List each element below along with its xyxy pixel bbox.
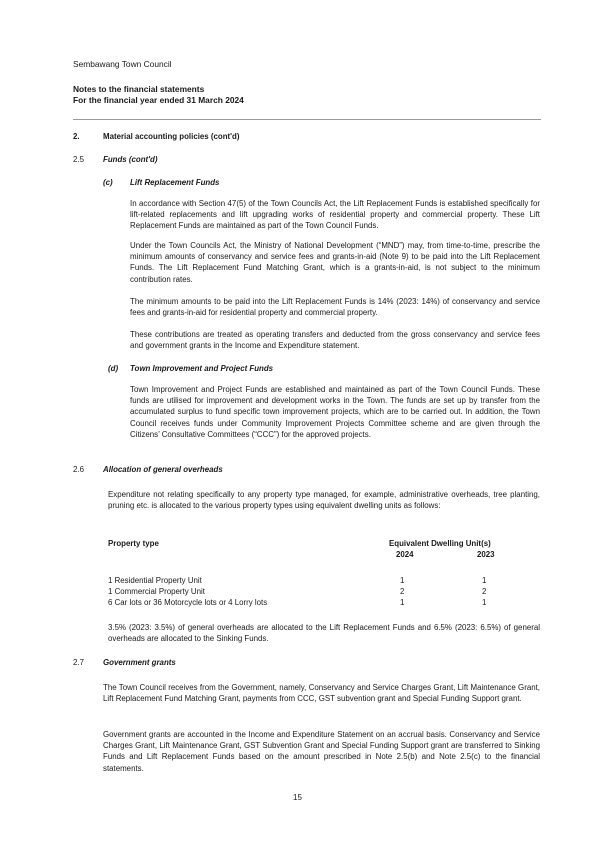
table-header-edu: Equivalent Dwelling Unit(s) bbox=[389, 539, 491, 548]
table-cell-2024: 1 bbox=[400, 576, 405, 585]
table-row bbox=[108, 586, 498, 597]
table-cell-property-type: 1 Commercial Property Unit bbox=[108, 587, 205, 596]
subsection-2-6-paragraph-1: Expenditure not relating specifically to any property type managed, for example, administrative overheads, tree planting, pruning etc. is allocated to the various property types using equivalent dwelling units as follows: bbox=[108, 490, 540, 511]
section-title: Material accounting policies (cont'd) bbox=[103, 132, 240, 141]
subsection-2-5-number: 2.5 bbox=[73, 155, 84, 164]
subsection-2-7-paragraph-1: The Town Council receives from the Government, namely, Conservancy and Service Charges Grant, Lift Maintenance Grant, Lift Replacement Fund Matching Grant, payments from CCC, GST subvention grant and Special Funding Support grant. bbox=[103, 683, 540, 704]
table-row bbox=[108, 575, 498, 586]
subsection-2-7-number: 2.7 bbox=[73, 658, 84, 667]
item-d-title: Town Improvement and Project Funds bbox=[130, 364, 274, 373]
item-d-label: (d) bbox=[108, 364, 119, 373]
table-row bbox=[108, 597, 498, 608]
header-divider bbox=[73, 119, 541, 120]
item-c-paragraph-1: In accordance with Section 47(5) of the Town Councils Act, the Lift Replacement Funds is established specifically for lift-related replacements and lift upgrading works of residential property and commercial property. These Lift Replacement Funds are maintained as part of the Town Council Funds. bbox=[130, 199, 540, 231]
header-period: For the financial year ended 31 March 2024 bbox=[73, 95, 244, 105]
table-header-year-2024: 2024 bbox=[396, 550, 414, 559]
subsection-2-6-number: 2.6 bbox=[73, 465, 84, 474]
table-cell-2023: 1 bbox=[482, 598, 487, 607]
table-header-property-type: Property type bbox=[108, 539, 159, 548]
item-d-paragraph-1: Town Improvement and Project Funds are established and maintained as part of the Town Council Funds. These funds are utilised for improvement and development works in the Town. The funds are set up by transfer from the accumulated surplus to fund specific town improvement projects, which are to be carried out. In addition, the Town Council receives funds under Community Improvement Projects Committee scheme and are given through the Citizens’ Consultative Committees (“CCC”) for the approved projects. bbox=[130, 385, 540, 439]
subsection-2-7-paragraph-2: Government grants are accounted in the Income and Expenditure Statement on an accrual basis. Conservancy and Service Charges Grant, Lift Maintenance Grant, GST Subvention Grant and Special Funding Support grant are transferred to Sinking Funds and Lift Replacement Funds based on the amount prescribed in Note 2.5(b) and Note 2.5(c) to the financial statements. bbox=[103, 730, 540, 773]
table-cell-property-type: 6 Car lots or 36 Motorcycle lots or 4 Lorry lots bbox=[108, 598, 268, 607]
subsection-2-7-title: Government grants bbox=[103, 658, 176, 667]
subsection-2-6-paragraph-2: 3.5% (2023: 3.5%) of general overheads are allocated to the Lift Replacement Funds and 6.5% (2023: 6.5%) of general overheads are allocated to the Sinking Funds. bbox=[108, 623, 540, 644]
subsection-2-6-title: Allocation of general overheads bbox=[103, 465, 223, 474]
item-c-title: Lift Replacement Funds bbox=[130, 178, 220, 187]
item-c-paragraph-3: The minimum amounts to be paid into the Lift Replacement Funds is 14% (2023: 14%) of conservancy and service fees and grants-in-aid for residential property and commercial property. bbox=[130, 297, 540, 318]
table-header-year-2023: 2023 bbox=[477, 550, 495, 559]
table-cell-2024: 2 bbox=[400, 587, 405, 596]
section-number: 2. bbox=[73, 132, 80, 141]
table-cell-2023: 2 bbox=[482, 587, 487, 596]
item-c-paragraph-4: These contributions are treated as operating transfers and deducted from the gross conservancy and service fees and government grants in the Income and Expenditure statement. bbox=[130, 330, 540, 351]
table-cell-property-type: 1 Residential Property Unit bbox=[108, 576, 202, 585]
item-c-paragraph-2: Under the Town Councils Act, the Ministry of National Development (“MND”) may, from time-to-time, prescribe the minimum amounts of conservancy and service fees and grants-in-aid (Note 9) to be paid into the Lift Replacement Funds. The Lift Replacement Fund Matching Grant, which is a grants-in-aid, is not subject to the minimum contribution rates. bbox=[130, 241, 540, 284]
org-name: Sembawang Town Council bbox=[73, 59, 172, 69]
table-cell-2024: 1 bbox=[400, 598, 405, 607]
subsection-2-5-title: Funds (cont'd) bbox=[103, 155, 158, 164]
table-cell-2023: 1 bbox=[482, 576, 487, 585]
page-number: 15 bbox=[293, 793, 302, 802]
header-notes-title: Notes to the financial statements bbox=[73, 84, 205, 94]
item-c-label: (c) bbox=[103, 178, 113, 187]
